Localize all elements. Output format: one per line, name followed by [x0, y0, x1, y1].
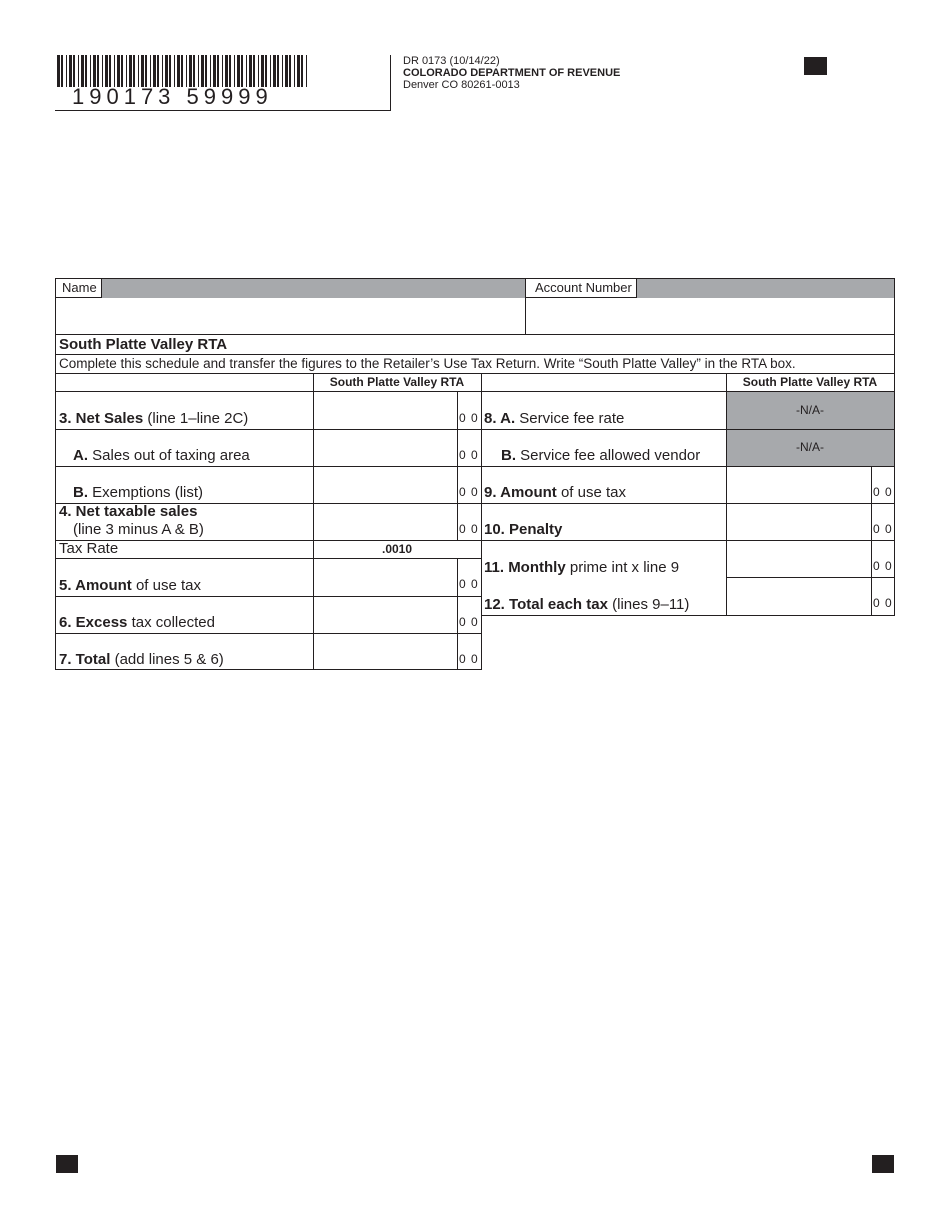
barcode-bar [85, 55, 87, 87]
line-5-cents: 0 0 [459, 577, 479, 591]
barcode-bar [121, 55, 123, 87]
line-3a-cents: 0 0 [459, 448, 479, 462]
name-input[interactable] [56, 298, 524, 334]
line-9-label: 9. Amount of use tax [484, 484, 626, 501]
line-10-input[interactable] [727, 504, 871, 540]
barcode-bar [273, 55, 276, 87]
barcode-bar [225, 55, 228, 87]
name-gray-bar [101, 279, 525, 298]
schedule-title: South Platte Valley RTA [59, 336, 228, 353]
barcode-bar [249, 55, 252, 87]
barcode-bar [141, 55, 144, 87]
barcode-bar [234, 55, 235, 87]
barcode-bar [186, 55, 187, 87]
barcode-bar [297, 55, 300, 87]
line-3a-label: A. Sales out of taxing area [73, 447, 250, 464]
barcode-bar [181, 55, 183, 87]
barcode-bar [117, 55, 120, 87]
barcode-bar [162, 55, 163, 87]
line-12-input[interactable] [727, 578, 871, 615]
barcode-bar [150, 55, 151, 87]
barcode-bar [201, 55, 204, 87]
line-11-input[interactable] [727, 541, 871, 577]
line-3b-cents: 0 0 [459, 485, 479, 499]
line-9-cents: 0 0 [873, 485, 893, 499]
line-6-input[interactable] [314, 597, 457, 633]
barcode-bar [105, 55, 108, 87]
barcode-bar [78, 55, 79, 87]
barcode-bar [102, 55, 103, 87]
registration-marker-bottom-left [56, 1155, 78, 1173]
barcode-bar [294, 55, 295, 87]
barcode-bar [210, 55, 211, 87]
line-3b-input[interactable] [314, 467, 457, 503]
line-8b-label: B. Service fee allowed vendor [501, 447, 701, 464]
barcode-bar [222, 55, 223, 87]
barcode-bar [246, 55, 247, 87]
barcode-bar [145, 55, 147, 87]
line-8b-na: -N/A- [796, 440, 824, 454]
line-5-label: 5. Amount of use tax [59, 577, 201, 594]
barcode-bar [97, 55, 99, 87]
barcode-bar [133, 55, 135, 87]
line-5-input[interactable] [314, 559, 457, 596]
line-11-label: 11. Monthly prime int x line 9 [484, 559, 680, 576]
barcode-bar [285, 55, 288, 87]
right-column-header: South Platte Valley RTA [742, 375, 878, 389]
line-12-label: 12. Total each tax (lines 9–11) [484, 596, 690, 613]
barcode-bar [61, 55, 63, 87]
line-3-input[interactable] [314, 392, 457, 429]
line-7-cents: 0 0 [459, 652, 479, 666]
barcode-bar [177, 55, 180, 87]
barcode-bar [138, 55, 139, 87]
line-8a-na: -N/A- [796, 403, 824, 417]
barcode-bar [241, 55, 243, 87]
line-9-input[interactable] [727, 467, 871, 503]
schedule-instructions: Complete this schedule and transfer the figures to the Retailer’s Use Tax Return. Write “South Platte Valley” in the RTA box. [59, 356, 796, 371]
account-number-input[interactable] [526, 298, 894, 334]
line-3a-input[interactable] [314, 430, 457, 466]
barcode-bar [114, 55, 115, 87]
line-4-input[interactable] [314, 504, 457, 540]
barcode-image [57, 55, 309, 87]
line-4-cents: 0 0 [459, 522, 479, 536]
line-7-input[interactable] [314, 634, 457, 669]
barcode-bar [169, 55, 171, 87]
barcode-bar [277, 55, 279, 87]
line-3-cents: 0 0 [459, 411, 479, 425]
registration-marker-top [804, 57, 827, 75]
line-10-label: 10. Penalty [484, 521, 563, 538]
line-10-cents: 0 0 [873, 522, 893, 536]
line-3b-label: B. Exemptions (list) [73, 484, 204, 501]
line-4-sublabel: (line 3 minus A & B) [73, 521, 204, 538]
barcode-bar [282, 55, 283, 87]
line-6-cents: 0 0 [459, 615, 479, 629]
line-7-label: 7. Total (add lines 5 & 6) [59, 651, 224, 668]
account-number-label: Account Number [535, 280, 632, 295]
line-12-cents: 0 0 [873, 596, 893, 610]
department-name: COLORADO DEPARTMENT OF REVENUE [403, 67, 621, 79]
barcode-bar [57, 55, 60, 87]
barcode-bar [258, 55, 259, 87]
barcode-bar [189, 55, 192, 87]
line-11-cents: 0 0 [873, 559, 893, 573]
barcode-bar [109, 55, 111, 87]
line-3-label: 3. Net Sales (line 1–line 2C) [59, 410, 249, 427]
barcode-bar [69, 55, 72, 87]
barcode-bar [165, 55, 168, 87]
barcode-bar [265, 55, 267, 87]
barcode-bar [93, 55, 96, 87]
barcode-bar [198, 55, 199, 87]
line-6-label: 6. Excess tax collected [59, 614, 215, 631]
barcode-bar [306, 55, 307, 87]
barcode-bar [129, 55, 132, 87]
barcode-bar [66, 55, 67, 87]
barcode-bar [205, 55, 207, 87]
barcode-bar [217, 55, 219, 87]
line-8a-label: 8. A. Service fee rate [484, 410, 625, 427]
barcode-bar [157, 55, 159, 87]
header-divider [390, 55, 391, 111]
barcode-underline [55, 110, 391, 111]
barcode-bar [237, 55, 240, 87]
barcode-bar [289, 55, 291, 87]
barcode-bar [193, 55, 195, 87]
name-label: Name [62, 280, 97, 295]
form-id: DR 0173 (10/14/22) [403, 55, 500, 67]
barcode-bar [174, 55, 175, 87]
barcode-number: 190173 59999 [72, 84, 273, 109]
rta-schedule-form [55, 278, 895, 670]
account-gray-bar [637, 279, 894, 298]
tax-rate-value: .0010 [381, 542, 413, 556]
line-4-label: 4. Net taxable sales [59, 503, 198, 520]
barcode-bar [229, 55, 231, 87]
barcode-bar [301, 55, 303, 87]
left-column-header: South Platte Valley RTA [329, 375, 465, 389]
barcode-bar [213, 55, 216, 87]
barcode-bar [270, 55, 271, 87]
tax-rate-label: Tax Rate [59, 540, 119, 557]
barcode-bar [153, 55, 156, 87]
barcode-bar [90, 55, 91, 87]
barcode-bar [261, 55, 264, 87]
barcode-bar [81, 55, 84, 87]
barcode-bar [253, 55, 255, 87]
department-address: Denver CO 80261-0013 [403, 79, 520, 91]
registration-marker-bottom-right [872, 1155, 894, 1173]
barcode-bar [73, 55, 75, 87]
barcode-bar [126, 55, 127, 87]
